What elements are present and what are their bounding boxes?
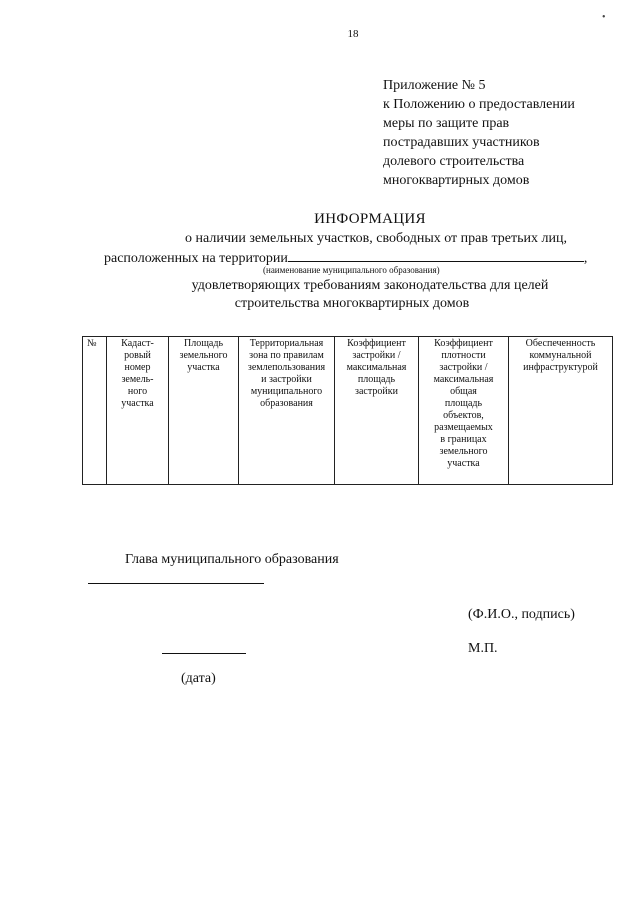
territory-blank-field (288, 249, 584, 262)
appendix-line: пострадавших участников (383, 135, 540, 150)
date-line (162, 653, 246, 654)
col-header-building-ratio: Коэффициент застройки / максимальная площадь застройки (335, 337, 419, 485)
head-of-municipality-label: Глава муниципального образования (125, 552, 339, 567)
appendix-line: долевого строительства (383, 154, 525, 169)
col-header-infrastructure: Обеспеченность коммунальной инфраструктурой (509, 337, 613, 485)
fio-signature-label: (Ф.И.О., подпись) (468, 607, 575, 622)
corner-mark: • (602, 12, 606, 23)
land-plots-table (82, 336, 613, 485)
heading-line-1: о наличии земельных участков, свободных от прав третьих лиц, (185, 231, 567, 246)
appendix-line: меры по защите прав (383, 116, 510, 131)
territory-comma: , (583, 251, 588, 266)
date-label: (дата) (181, 671, 216, 686)
appendix-line: к Положению о предоставлении (383, 97, 575, 112)
appendix-line: Приложение № 5 (383, 78, 486, 93)
col-header-cadastral: Кадаст- ровый номер земель- ного участка (107, 337, 169, 485)
signature-line (88, 583, 264, 584)
territory-label: расположенных на территории (104, 251, 288, 266)
col-header-density-ratio: Коэффициент плотности застройки / максимальная общая площадь объектов, размещаемых в границах земельного участка (419, 337, 509, 485)
heading-line-4: строительства многоквартирных домов (234, 296, 470, 311)
col-header-area: Площадь земельного участка (169, 337, 239, 485)
col-header-number: № (83, 337, 107, 485)
col-header-zone: Территориальная зона по правилам землепользования и застройки муниципального образования (239, 337, 335, 485)
table-header-row (83, 337, 613, 485)
document-title: ИНФОРМАЦИЯ (314, 211, 426, 227)
page-number: 18 (347, 28, 359, 40)
stamp-place-label: М.П. (468, 641, 498, 656)
territory-hint: (наименование муниципального образования) (263, 265, 440, 275)
heading-line-3: удовлетворяющих требованиям законодательства для целей (191, 278, 549, 293)
appendix-line: многоквартирных домов (383, 173, 530, 188)
appendix-block (383, 76, 575, 190)
